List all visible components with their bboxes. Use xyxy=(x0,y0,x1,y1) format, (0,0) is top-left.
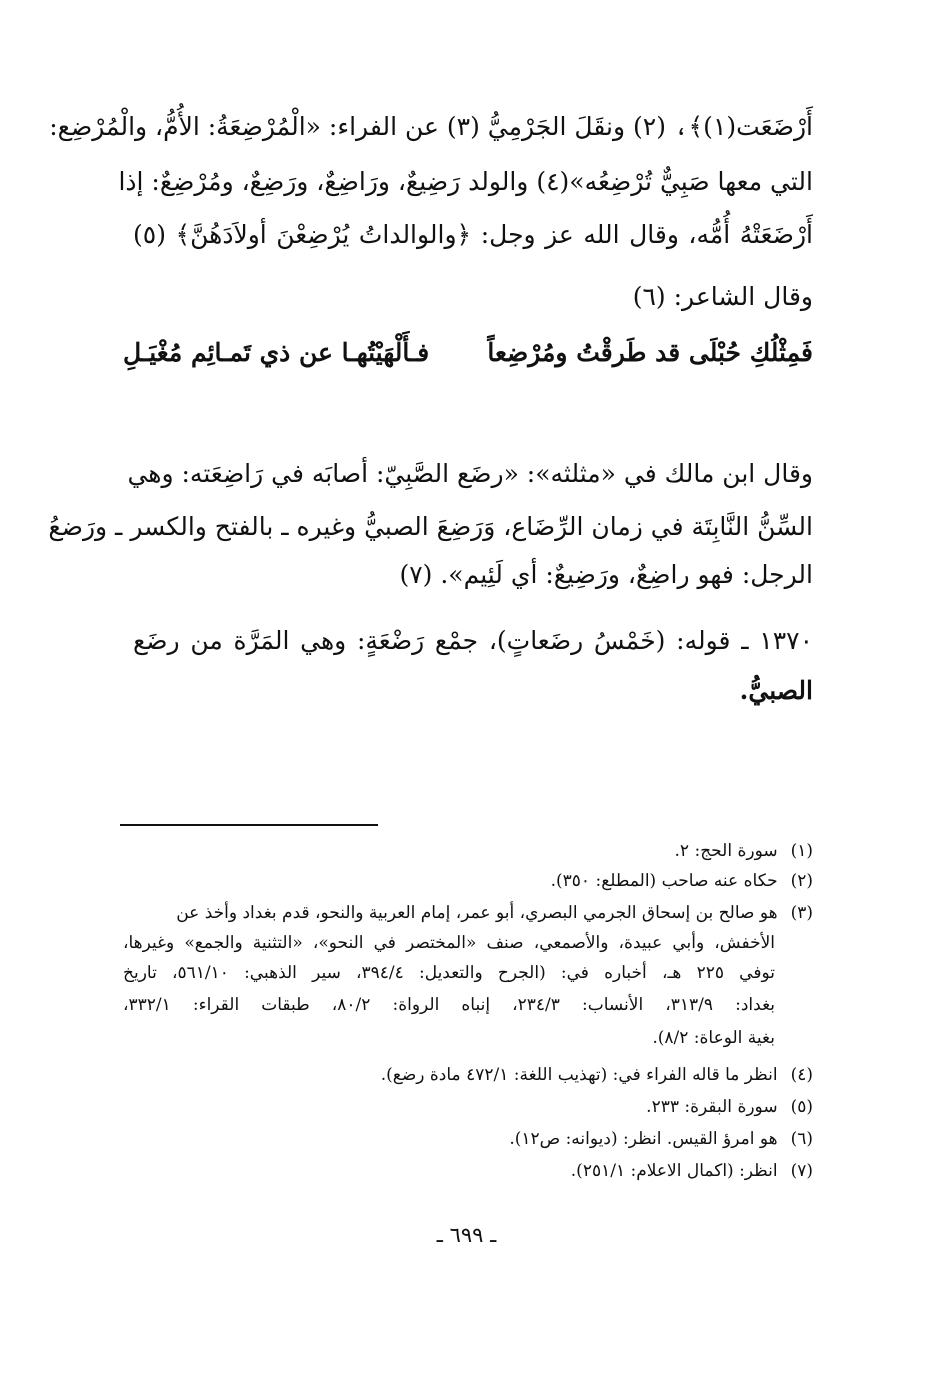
footnote-number: (٥) xyxy=(790,1097,813,1117)
poem-second-hemistich: فـأَلْهَيْتُهـا عن ذي تَمـائِم مُغْيَـلِ xyxy=(123,338,430,367)
paragraph-line: السِّنُّ النَّابِتَة في زمان الرِّضَاع، وَرَضِعَ الصبيُّ وغيره ـ بالفتح والكسر ـ ورَضعُ xyxy=(48,512,813,541)
footnote-number: (٤) xyxy=(790,1065,813,1085)
paragraph-line: أَرْضَعَت(١)﴾، (٢) ونقَلَ الجَرْمِيُّ (٣) عن الفراء: «الْمُرْضِعَةُ: الأُمُّ، والْمُرْضِع: xyxy=(49,112,813,141)
footnote-number: (٣) xyxy=(790,903,813,923)
footnote-text: سورة البقرة: ٢٣٣. xyxy=(646,1097,778,1117)
footnote xyxy=(123,838,813,864)
footnote-number: (٧) xyxy=(790,1161,813,1181)
footnote-number: (١) xyxy=(790,841,813,861)
footnote-text: سورة الحج: ٢. xyxy=(674,841,778,861)
footnote-text: هو صالح بن إسحاق الجرمي البصري، أبو عمر، إمام العربية والنحو، قدم بغداد وأخذ عن xyxy=(176,903,778,923)
poem-first-hemistich: فَمِثْلُكِ حُبْلَى قد طَرقْتُ ومُرْضِعاً xyxy=(487,338,813,367)
footnote-continuation: الأخفش، وأبي عبيدة، والأصمعي، صنف «المختصر في النحو»، «التثنية والجمع» وغيرها، xyxy=(123,933,775,953)
footnote-number: (٢) xyxy=(790,871,813,891)
paragraph-line: وقال الشاعر: (٦) xyxy=(632,282,813,311)
footnote-text: حكاه عنه صاحب (المطلع: ٣٥٠). xyxy=(550,871,778,891)
footnote-number: (٦) xyxy=(790,1129,813,1149)
footnote-text: انظر: (اكمال الاعلام: ٢٥١/١). xyxy=(570,1161,778,1181)
footnote-continuation: توفي ٢٢٥ هـ، أخباره في: (الجرح والتعديل: ٣٩٤/٤، سير الذهبي: ٥٦١/١٠، تاريخ xyxy=(123,963,775,983)
poem-verse xyxy=(123,333,813,373)
footnote xyxy=(123,1062,813,1088)
paragraph-line: أَرْضَعَتْهُ أُمُّه، وقال الله عز وجل: ﴿والوالداتُ يُرْضِعْنَ أولاَدَهُنَّ﴾ (٥) xyxy=(133,220,813,249)
footnote xyxy=(123,900,813,926)
page-number: ـ ٦٩٩ ـ xyxy=(436,1223,497,1247)
footnote-text: انظر ما قاله الفراء في: (تهذيب اللغة: ٤٧٢/١ مادة رضع). xyxy=(380,1065,778,1085)
paragraph-line: الرجل: فهو راضِعٌ، ورَضِيعٌ: أي لَئِيم». (٧) xyxy=(399,560,813,589)
footnote-text: هو امرؤ القيس. انظر: (ديوانه: ص١٢). xyxy=(509,1129,778,1149)
paragraph-line: التي معها صَبِيٌّ تُرْضِعُه»(٤) والولد رَضِيعٌ، ورَاضِعٌ، ورَضِعٌ، ومُرْضِعٌ: إذا xyxy=(118,167,813,196)
footnote xyxy=(123,1126,813,1152)
paragraph-line: الصبيُّ. xyxy=(739,676,813,705)
paragraph-line: ١٣٧٠ ـ قوله: (خَمْسُ رضَعاتٍ)، جمْع رَضْعَةٍ: وهي المَرَّة من رضَع xyxy=(133,626,813,655)
footnote-separator xyxy=(120,824,378,826)
footnote xyxy=(123,868,813,894)
footnote xyxy=(123,1158,813,1184)
footnote xyxy=(123,1094,813,1120)
footnote-continuation: بغية الوعاة: ٨/٢). xyxy=(652,1028,775,1048)
footnote-continuation: بغداد: ٣١٣/٩، الأنساب: ٢٣٤/٣، إنباه الرواة: ٨٠/٢، طبقات القراء: ٣٣٢/١، xyxy=(123,995,776,1015)
paragraph-line: وقال ابن مالك في «مثلثه»: «رضَع الصَّبِيّ: أصابَه في رَاضِعَته: وهي xyxy=(127,459,813,488)
